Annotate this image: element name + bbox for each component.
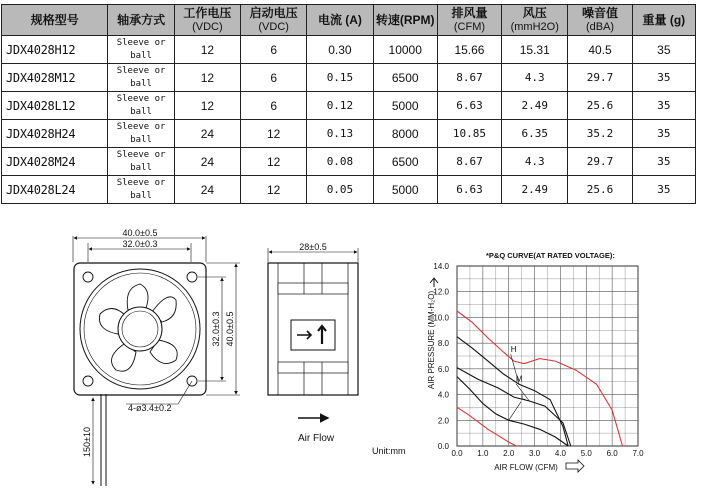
x-tick-label: 6.0	[606, 449, 618, 458]
column-header-label: 噪音值	[582, 6, 619, 20]
column-header-unit: (mmH2O)	[510, 21, 559, 33]
model-cell: JDX4028H24	[2, 120, 108, 148]
column-header-label: 轴承方式	[117, 13, 166, 27]
x-axis-label: AIR FLOW (CFM)	[494, 463, 558, 472]
x-tick-label: 2.0	[503, 449, 515, 458]
table-cell: 6500	[373, 64, 437, 92]
table-cell: 12	[241, 148, 307, 176]
table-cell: 35	[632, 176, 695, 204]
bearing-cell: Sleeve or ball	[108, 148, 174, 176]
unit-label: Unit:mm	[372, 446, 406, 456]
column-header-unit: (VDC)	[258, 21, 289, 33]
y-tick-label: 0.0	[437, 442, 449, 451]
model-cell: JDX4028H12	[2, 36, 108, 64]
table-cell: 24	[174, 176, 240, 204]
x-tick-label: 5.0	[580, 449, 592, 458]
table-cell: 4.3	[502, 64, 568, 92]
y-tick-label: 10.0	[433, 313, 449, 323]
y-axis-label: AIR PRESSURE (MM-H₂O)	[427, 290, 436, 390]
table-cell: 10.85	[437, 120, 501, 148]
x-tick-label: 3.0	[529, 449, 541, 458]
table-cell: 12	[241, 120, 307, 148]
hole-span-dimension: 32.0±0.3	[122, 239, 158, 249]
table-cell: 35	[632, 120, 695, 148]
x-tick-label: 4.0	[554, 449, 566, 458]
table-cell: 25.6	[568, 176, 632, 204]
table-cell: 6.35	[502, 120, 568, 148]
table-cell: 10000	[373, 36, 437, 64]
table-cell: 15.66	[437, 36, 501, 64]
bearing-cell: Sleeve or ball	[108, 92, 174, 120]
table-cell: 6500	[373, 148, 437, 176]
column-header-unit: (CFM)	[453, 21, 486, 33]
column-header-label: 重量 (g)	[642, 13, 686, 27]
model-cell: JDX4028L12	[2, 92, 108, 120]
table-cell: 40.5	[568, 36, 632, 64]
table-cell: 0.15	[307, 64, 373, 92]
table-cell: 35.2	[568, 120, 632, 148]
fan-front-view	[73, 228, 240, 486]
column-header-unit: (VDC)	[192, 21, 223, 33]
bearing-cell: Sleeve or ball	[108, 176, 174, 204]
model-cell: JDX4028L24	[2, 176, 108, 204]
fan-side-view	[268, 242, 406, 456]
table-cell: 12	[174, 36, 240, 64]
table-cell: 35	[632, 148, 695, 176]
table-cell: 6	[241, 92, 307, 120]
table-cell: 8000	[373, 120, 437, 148]
table-cell: 6.63	[437, 92, 501, 120]
series-label: M	[515, 374, 523, 384]
series-label: H	[510, 345, 517, 355]
table-cell: 25.6	[568, 92, 632, 120]
airflow-label: Air Flow	[298, 433, 335, 444]
column-header-label: 排风量	[451, 6, 488, 20]
table-cell: 5000	[373, 92, 437, 120]
table-cell: 8.67	[437, 148, 501, 176]
x-tick-label: 7.0	[632, 449, 644, 458]
table-cell: 0.08	[307, 148, 373, 176]
table-cell: 6.63	[437, 176, 501, 204]
pq-curve-chart	[427, 251, 644, 472]
y-tick-label: 6.0	[437, 364, 449, 374]
column-header-label: 工作电压	[183, 6, 232, 20]
chart-grid	[457, 266, 638, 446]
table-cell: 0.13	[307, 120, 373, 148]
table-cell: 35	[632, 36, 695, 64]
table-cell: 12	[174, 92, 240, 120]
series-label: L	[521, 392, 526, 402]
bearing-cell: Sleeve or ball	[108, 36, 174, 64]
column-header-unit: (dBA)	[585, 21, 615, 33]
depth-dimension: 28±0.5	[299, 242, 327, 252]
table-cell: 0.30	[307, 36, 373, 64]
table-cell: 2.49	[502, 92, 568, 120]
y-axis-arrow-icon	[430, 278, 438, 287]
table-cell: 6	[241, 64, 307, 92]
table-cell: 35	[632, 92, 695, 120]
table-cell: 15.31	[502, 36, 568, 64]
x-tick-label: 1.0	[477, 449, 489, 458]
column-header-label: 风压	[522, 6, 547, 20]
table-cell: 8.67	[437, 64, 501, 92]
x-tick-label: 0.0	[451, 449, 463, 458]
y-tick-label: 4.0	[437, 390, 449, 400]
table-cell: 29.7	[568, 64, 632, 92]
chart-title: *P&Q CURVE(AT RATED VOLTAGE):	[486, 251, 615, 260]
table-cell: 29.7	[568, 148, 632, 176]
table-cell: 5000	[373, 176, 437, 204]
table-cell: 12	[241, 176, 307, 204]
mounting-holes-callout: 4-ø3.4±0.2	[128, 403, 172, 413]
column-header-label: 电流 (A)	[317, 13, 362, 27]
table-cell: 24	[174, 148, 240, 176]
width-dimension: 40.0±0.5	[122, 228, 158, 238]
hole-vertical-dimension: 32.0±0.3	[211, 311, 221, 347]
column-header-label: 规格型号	[30, 13, 79, 27]
table-cell: 35	[632, 64, 695, 92]
height-dimension: 40.0±0.5	[225, 311, 235, 347]
table-cell: 0.12	[307, 92, 373, 120]
table-cell: 0.05	[307, 176, 373, 204]
y-tick-label: 2.0	[437, 416, 449, 426]
bearing-cell: Sleeve or ball	[108, 64, 174, 92]
lead-length-dimension: 150±10	[82, 427, 92, 457]
table-cell: 2.49	[502, 176, 568, 204]
y-tick-label: 12.0	[433, 287, 449, 297]
model-cell: JDX4028M24	[2, 148, 108, 176]
table-cell: 24	[174, 120, 240, 148]
y-tick-label: 14.0	[433, 262, 449, 271]
column-header-label: 转速(RPM)	[375, 13, 435, 27]
table-cell: 6	[241, 36, 307, 64]
bearing-cell: Sleeve or ball	[108, 120, 174, 148]
model-cell: JDX4028M12	[2, 64, 108, 92]
y-tick-label: 8.0	[437, 339, 449, 349]
column-header-label: 启动电压	[249, 6, 298, 20]
x-tick-labels	[451, 449, 644, 458]
table-cell: 4.3	[502, 148, 568, 176]
table-cell: 12	[174, 64, 240, 92]
x-axis-arrow-icon	[566, 460, 584, 472]
